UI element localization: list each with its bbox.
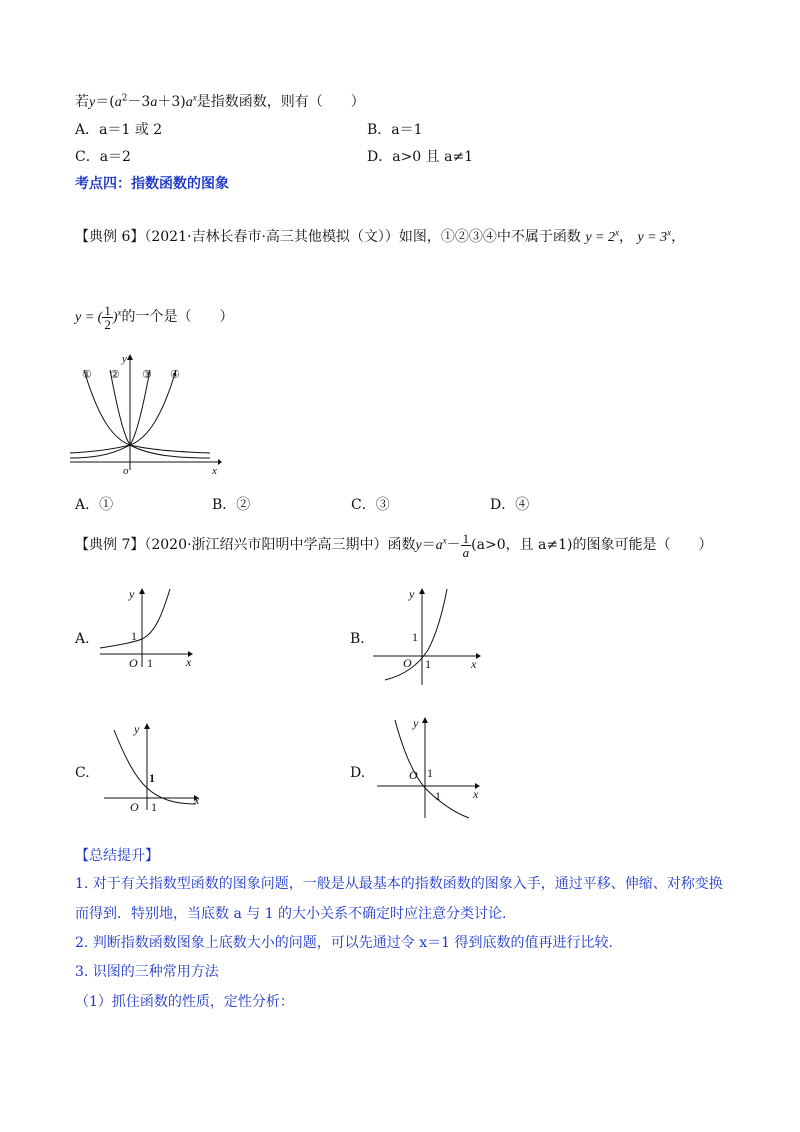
curve-4 xyxy=(70,370,176,453)
example7-graph-b xyxy=(373,585,483,685)
example6-option-a: A．① xyxy=(75,497,114,513)
label-one-x: 1 xyxy=(435,789,441,803)
formula-3x: $y = 3^x$ xyxy=(637,227,672,245)
prev-question-stem xyxy=(75,93,365,112)
label-y: y xyxy=(413,716,419,730)
formula-part: ＝ xyxy=(421,537,436,553)
section-title: 考点四：指数函数的图象 xyxy=(75,176,229,192)
example6-graph xyxy=(70,352,230,477)
label-origin: O xyxy=(403,656,412,670)
example6-tag: 【典例 6】 xyxy=(75,229,145,245)
formula-part: －3 xyxy=(127,94,151,110)
formula-part: a xyxy=(114,95,122,110)
curve-label-3: ③ xyxy=(142,369,152,381)
example7-option-a-label: A. xyxy=(75,631,90,647)
example6-option-d: D．④ xyxy=(490,497,530,513)
curve-label-2: ② xyxy=(110,369,120,381)
example7-graph-d xyxy=(377,714,497,824)
curve-1 xyxy=(84,370,210,453)
label-x: x xyxy=(186,655,192,669)
separator: ， xyxy=(671,229,686,245)
formula-part: a xyxy=(435,538,443,553)
formula-part: y xyxy=(415,538,422,553)
label-one-y: 1 xyxy=(131,629,137,643)
formula-part: ＋3) xyxy=(157,94,186,110)
curve-3 xyxy=(70,370,150,458)
example7-option-b-label: B. xyxy=(350,631,365,647)
curve-label-4: ④ xyxy=(170,369,180,381)
label-one-x: 1 xyxy=(151,800,157,814)
label-y: y xyxy=(129,587,135,601)
example7-option-c-label: C. xyxy=(75,765,90,781)
example7-option-d-label: D. xyxy=(350,765,366,781)
y-axis-arrow xyxy=(139,588,145,594)
example7-graph-a xyxy=(100,585,210,675)
summary-title: 【总结提升】 xyxy=(75,848,159,864)
curve xyxy=(114,730,196,804)
label-x: x xyxy=(473,787,479,801)
example6-source: （2021·吉林长春市·高三其他模拟（文））如图，①②③④中不属于函数 xyxy=(144,229,581,245)
prev-option-a: A．a＝1 或 2 xyxy=(75,122,163,138)
formula-part: a xyxy=(150,95,158,110)
prev-option-b: B．a＝1 xyxy=(367,122,423,138)
curve-label-1: ① xyxy=(82,369,92,381)
summary-point-3: 3. 识图的三种常用方法 xyxy=(75,964,219,980)
label-one-x: 1 xyxy=(425,657,431,671)
axis-y-label: y xyxy=(122,353,127,365)
label-x: x xyxy=(471,657,477,671)
prev-option-c: C．a＝2 xyxy=(75,149,131,165)
example7-stem xyxy=(75,530,713,561)
x-axis-arrow xyxy=(218,459,222,465)
summary-point-4: （1）抓住函数的性质，定性分析： xyxy=(75,994,294,1010)
label-y: y xyxy=(409,587,415,601)
label-one-y: 1 xyxy=(427,766,433,780)
example7-graph-c xyxy=(104,720,214,820)
separator: ， xyxy=(619,229,634,245)
summary-point-1: 1. 对于有关指数型函数的图象问题，一般是从最基本的指数函数的图象入手，通过平移、伸缩、对称变换 xyxy=(75,876,723,892)
example7-source: （2020·浙江绍兴市阳明中学高三期中）函数 xyxy=(144,537,416,553)
formula-fraction: $\frac{1}{a}$ xyxy=(462,530,470,560)
formula-part: 2 xyxy=(121,93,128,104)
example6-option-b: B．② xyxy=(212,497,251,513)
axis-x-label: x xyxy=(212,465,217,477)
curve-2 xyxy=(110,370,210,458)
formula-part: a xyxy=(185,95,193,110)
label-origin: O xyxy=(130,800,139,814)
stem-text: (a>0，且 a≠1)的图象可能是（ ） xyxy=(471,537,713,553)
label-one-y: 1 xyxy=(149,771,155,785)
formula-part: x xyxy=(192,92,197,103)
stem-text: 是指数函数，则有（ ） xyxy=(196,94,365,110)
label-origin: O xyxy=(409,768,418,782)
y-axis-arrow xyxy=(419,588,425,594)
label-one-x: 1 xyxy=(147,656,153,670)
example6-line2 xyxy=(75,302,234,333)
y-axis-arrow xyxy=(144,723,150,729)
x-axis-arrow xyxy=(476,653,481,659)
y-axis-arrow xyxy=(127,354,133,360)
prev-option-d: D．a>0 且 a≠1 xyxy=(367,149,474,165)
formula-part: － xyxy=(446,537,461,553)
summary-point-2: 2. 判断指数函数图象上底数大小的问题，可以先通过令 x＝1 得到底数的值再进行比较. xyxy=(75,935,613,951)
origin-label: o xyxy=(123,465,129,477)
label-one-y: 1 xyxy=(412,630,418,644)
example6-option-c: C．③ xyxy=(351,497,390,513)
formula-half-x: y = ( $\frac{1}{2}$ )$^x$ xyxy=(75,303,122,333)
formula-2x: $y = 2^x$ xyxy=(585,227,620,245)
formula-part: x xyxy=(442,535,447,546)
formula-part: ＝( xyxy=(95,94,115,110)
label-x: x xyxy=(194,793,200,807)
label-y: y xyxy=(134,722,140,736)
summary-point-1-cont: 而得到．特别地，当底数 a 与 1 的大小关系不确定时应注意分类讨论. xyxy=(75,906,507,922)
y-axis-arrow xyxy=(422,717,428,723)
label-origin: O xyxy=(129,656,138,670)
example6-line1 xyxy=(75,228,685,247)
stem-text: 若 xyxy=(75,94,89,110)
example7-tag: 【典例 7】 xyxy=(75,537,145,553)
formula-part: y xyxy=(89,95,96,110)
stem-text: 的一个是（ ） xyxy=(121,309,234,325)
